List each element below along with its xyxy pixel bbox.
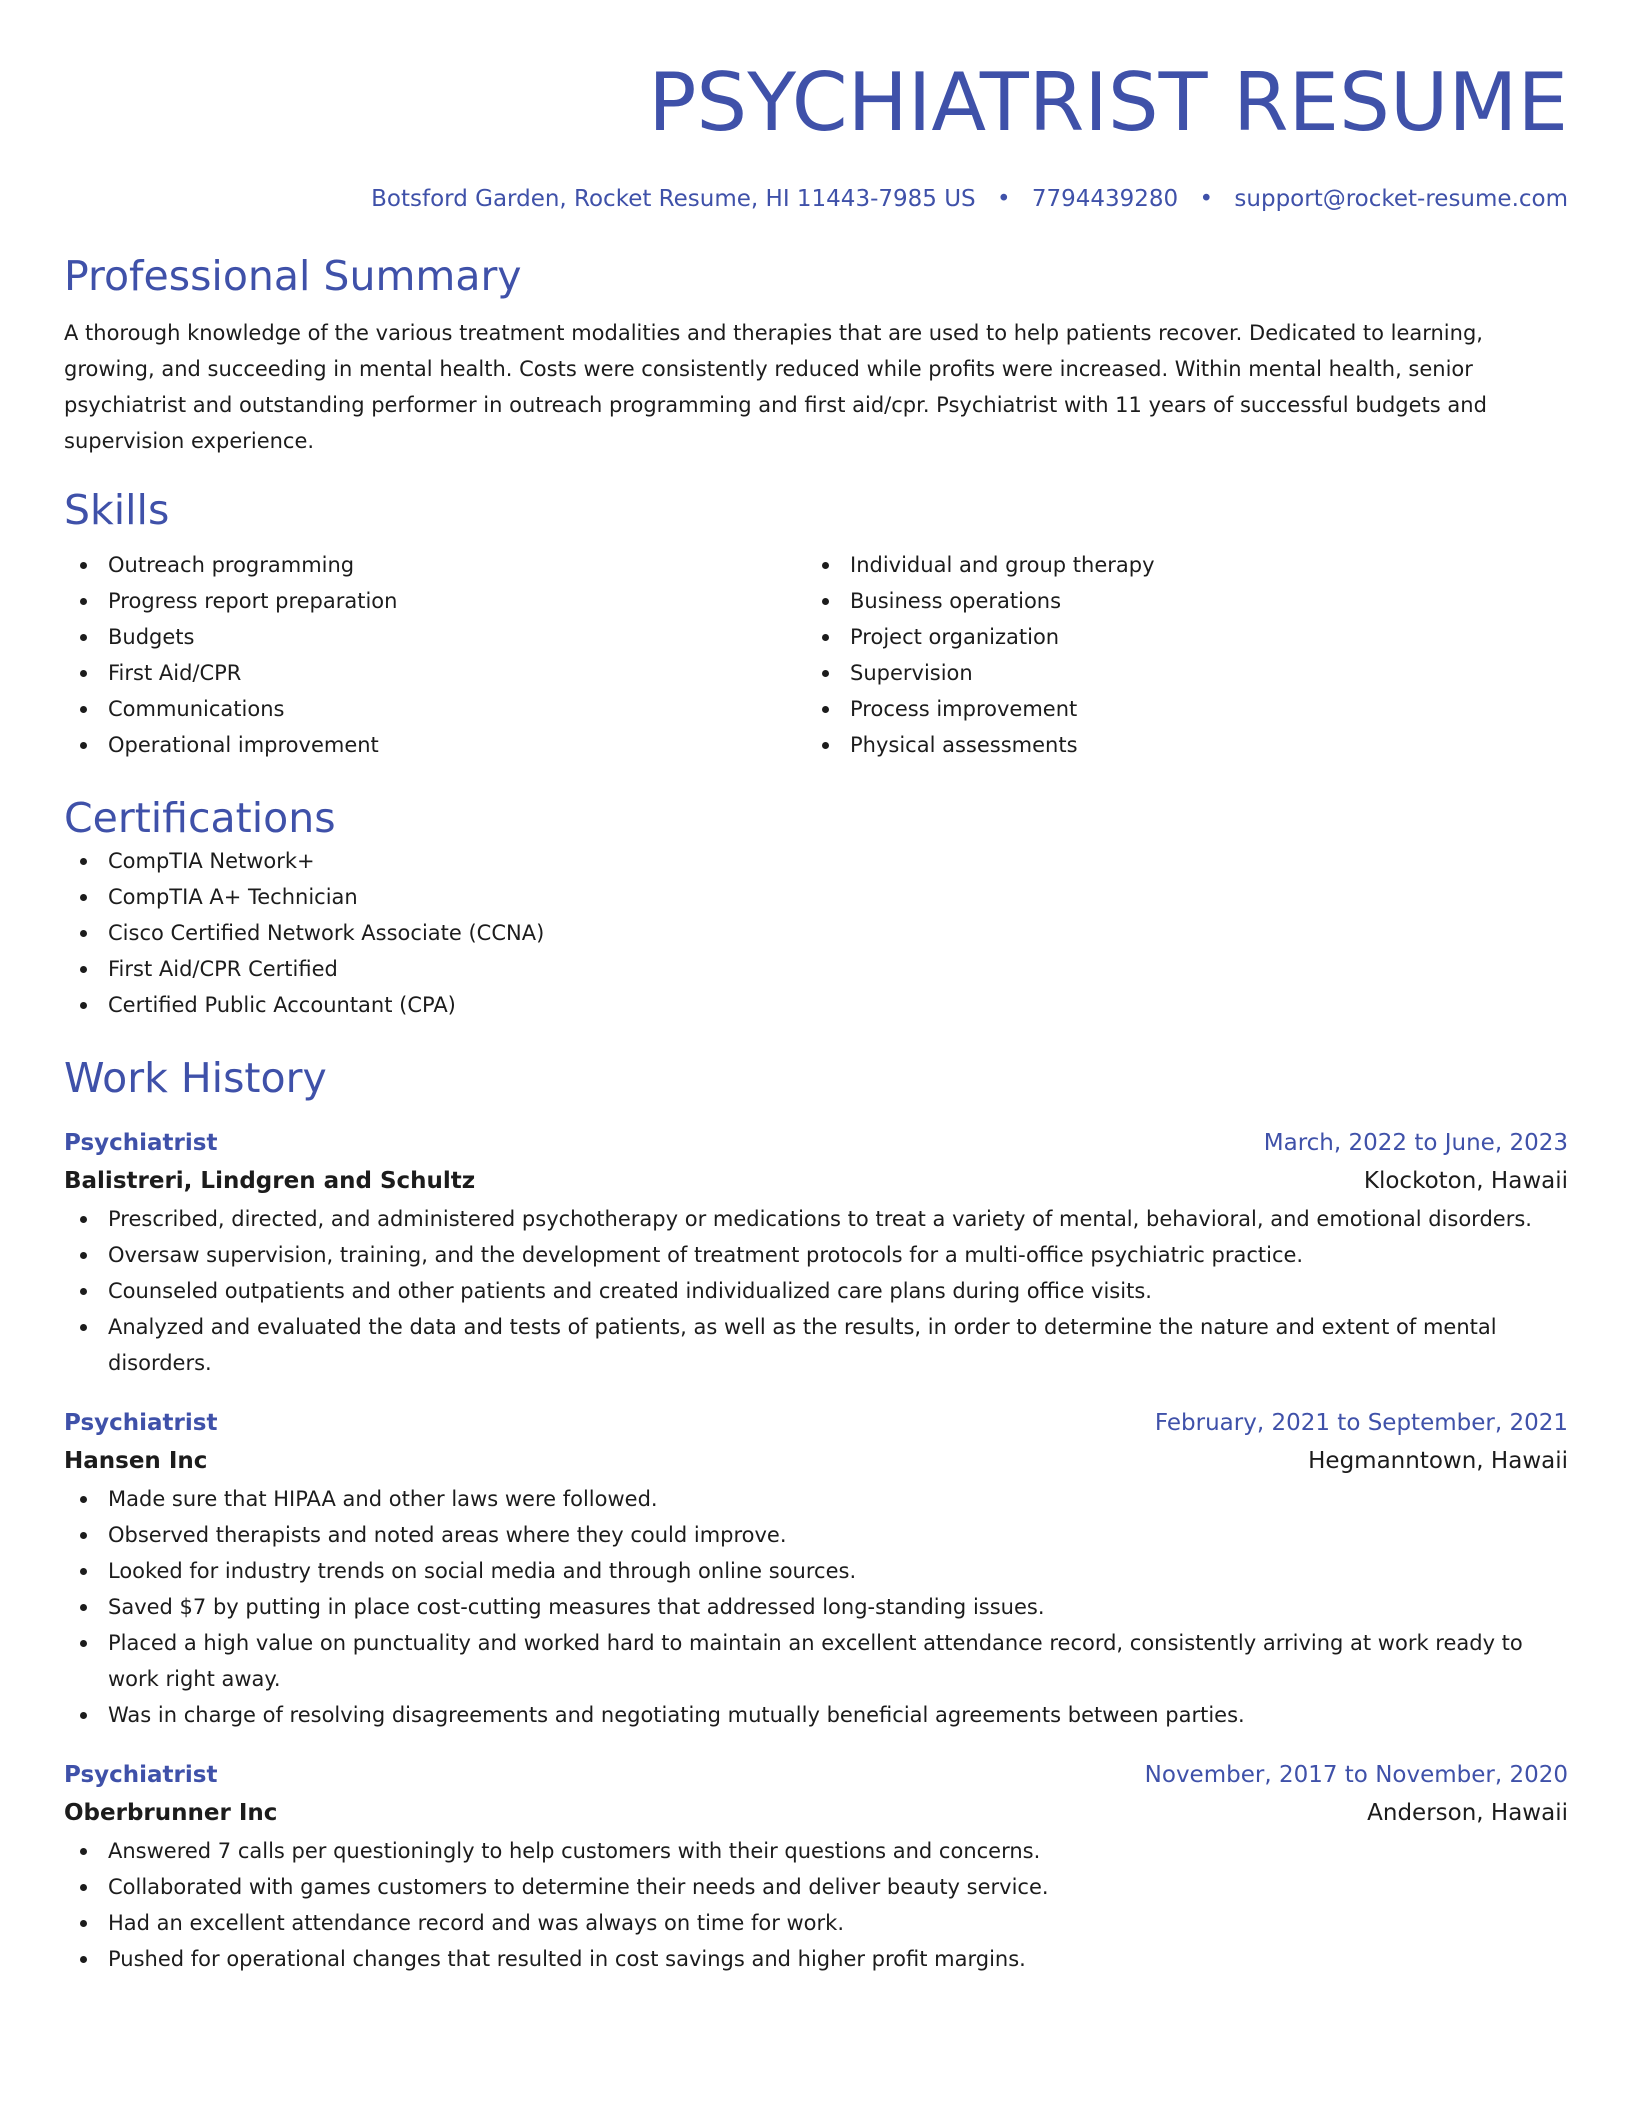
- list-item: [64, 987, 1568, 1023]
- work-history-list: [64, 1125, 1568, 1977]
- list-item-text: Answered 7 calls per questioningly to help customers with their questions and concerns.: [108, 1839, 1041, 1863]
- skills-list-right: [806, 547, 1548, 763]
- bullet-dot-icon: [80, 1288, 87, 1295]
- job-role: Psychiatrist: [64, 1410, 218, 1436]
- list-item: [64, 1589, 1568, 1625]
- list-item-text: Saved $7 by putting in place cost-cutting measures that addressed long-standing issues.: [108, 1595, 1045, 1619]
- list-item: [64, 1625, 1568, 1697]
- job-bullets: [64, 1201, 1568, 1381]
- list-item: [64, 1481, 1568, 1517]
- list-item: [64, 1869, 1568, 1905]
- list-item-text: Outreach programming: [108, 553, 355, 577]
- job-company-row: [64, 1793, 1568, 1833]
- skills-list-left: [64, 547, 806, 763]
- list-item-text: Analyzed and evaluated the data and tests of patients, as well as the results, in order to determine the nature and extent of mental disorders.: [108, 1315, 1497, 1375]
- list-item: [64, 915, 1568, 951]
- list-item-text: Made sure that HIPAA and other laws were followed.: [108, 1487, 658, 1511]
- list-item: [64, 1905, 1568, 1941]
- list-item-text: First Aid/CPR Certified: [108, 957, 338, 981]
- list-item-text: Observed therapists and noted areas where they could improve.: [108, 1523, 787, 1547]
- job-role: Psychiatrist: [64, 1762, 218, 1788]
- bullet-dot-icon: [80, 1252, 87, 1259]
- list-item-text: Had an excellent attendance record and was always on time for work.: [108, 1911, 845, 1935]
- contact-separator: •: [996, 186, 1011, 212]
- work-history-heading: Work History: [64, 1054, 327, 1102]
- bullet-dot-icon: [80, 1216, 87, 1223]
- list-item: [806, 727, 1548, 763]
- contact-phone: 7794439280: [1031, 186, 1179, 212]
- list-item-text: Certified Public Accountant (CPA): [108, 993, 456, 1017]
- bullet-dot-icon: [80, 1848, 87, 1855]
- list-item-text: Placed a high value on punctuality and worked hard to maintain an excellent attendance record, consistently arriving at work ready to work right away.: [108, 1631, 1523, 1691]
- list-item-text: Process improvement: [850, 697, 1078, 721]
- list-item: [806, 655, 1548, 691]
- bullet-dot-icon: [822, 634, 829, 641]
- contact-line: [64, 183, 1568, 215]
- bullet-dot-icon: [80, 1532, 87, 1539]
- bullet-dot-icon: [80, 1496, 87, 1503]
- bullet-dot-icon: [80, 706, 87, 713]
- job-company: Oberbrunner Inc: [64, 1800, 278, 1826]
- job-header-row: [64, 1757, 1568, 1793]
- bullet-dot-icon: [80, 598, 87, 605]
- job-dates: March, 2022 to June, 2023: [1263, 1130, 1568, 1156]
- job-company: Hansen Inc: [64, 1448, 208, 1474]
- contact-email: support@rocket-resume.com: [1234, 186, 1568, 212]
- bullet-dot-icon: [80, 894, 87, 901]
- job-company-row: [64, 1161, 1568, 1201]
- job-bullets: [64, 1833, 1568, 1977]
- list-item-text: Communications: [108, 697, 285, 721]
- bullet-dot-icon: [80, 1604, 87, 1611]
- bullet-dot-icon: [80, 1002, 87, 1009]
- list-item: [806, 583, 1548, 619]
- job-location: Klockoton, Hawaii: [1363, 1168, 1568, 1194]
- list-item-text: Budgets: [108, 625, 195, 649]
- list-item-text: Cisco Certified Network Associate (CCNA): [108, 921, 545, 945]
- list-item-text: Supervision: [850, 661, 973, 685]
- list-item-text: Looked for industry trends on social media and through online sources.: [108, 1559, 857, 1583]
- bullet-dot-icon: [822, 706, 829, 713]
- list-item: [64, 879, 1568, 915]
- bullet-dot-icon: [80, 670, 87, 677]
- list-item: [64, 1517, 1568, 1553]
- list-item-text: First Aid/CPR: [108, 661, 242, 685]
- job-location: Anderson, Hawaii: [1367, 1800, 1568, 1826]
- bullet-dot-icon: [822, 562, 829, 569]
- list-item: [806, 547, 1548, 583]
- bullet-dot-icon: [822, 742, 829, 749]
- job-dates: November, 2017 to November, 2020: [1144, 1762, 1568, 1788]
- list-item-text: Pushed for operational changes that resulted in cost savings and higher profit margins.: [108, 1947, 1026, 1971]
- bullet-dot-icon: [80, 1568, 87, 1575]
- list-item: [64, 843, 1568, 879]
- bullet-dot-icon: [80, 1640, 87, 1647]
- list-item-text: Oversaw supervision, training, and the development of treatment protocols for a multi-office psychiatric practice.: [108, 1243, 1304, 1267]
- list-item: [64, 1697, 1568, 1733]
- list-item: [64, 1237, 1568, 1273]
- bullet-dot-icon: [80, 858, 87, 865]
- list-item: [64, 547, 806, 583]
- list-item-text: Physical assessments: [850, 733, 1078, 757]
- summary-text: A thorough knowledge of the various treatment modalities and therapies that are used to help patients recover. Dedicated to learning, growing, and succeeding in mental health. Costs were consistently reduced while profits were increased. Within mental health, senior psychiatrist and outstanding performer in outreach programming and first aid/cpr. Psychiatrist with 11 years of successful budgets and supervision experience.: [64, 321, 1487, 453]
- contact-address: Botsford Garden, Rocket Resume, HI 11443-7985 US: [371, 186, 976, 212]
- list-item-text: Prescribed, directed, and administered psychotherapy or medications to treat a variety of mental, behavioral, and emotional disorders.: [108, 1207, 1532, 1231]
- list-item: [64, 1941, 1568, 1977]
- job-entry: [64, 1405, 1568, 1733]
- bullet-dot-icon: [80, 1956, 87, 1963]
- certifications-heading: Certifications: [64, 794, 336, 842]
- job-header-row: [64, 1405, 1568, 1441]
- bullet-dot-icon: [80, 1884, 87, 1891]
- list-item-text: CompTIA Network+: [108, 849, 315, 873]
- list-item: [806, 691, 1548, 727]
- skills-column-right: [806, 547, 1548, 763]
- bullet-dot-icon: [80, 742, 87, 749]
- list-item: [64, 691, 806, 727]
- list-item: [64, 1833, 1568, 1869]
- skills-column-left: [64, 547, 806, 763]
- job-dates: February, 2021 to September, 2021: [1154, 1410, 1568, 1436]
- bullet-dot-icon: [80, 1324, 87, 1331]
- list-item-text: Operational improvement: [108, 733, 379, 757]
- list-item: [64, 619, 806, 655]
- list-item-text: CompTIA A+ Technician: [108, 885, 358, 909]
- bullet-dot-icon: [80, 966, 87, 973]
- job-header-row: [64, 1125, 1568, 1161]
- list-item: [64, 1273, 1568, 1309]
- job-bullets: [64, 1481, 1568, 1733]
- list-item-text: Counseled outpatients and other patients and created individualized care plans during office visits.: [108, 1279, 1152, 1303]
- job-company-row: [64, 1441, 1568, 1481]
- bullet-dot-icon: [822, 598, 829, 605]
- bullet-dot-icon: [80, 1712, 87, 1719]
- bullet-dot-icon: [80, 1920, 87, 1927]
- list-item-text: Individual and group therapy: [850, 553, 1155, 577]
- list-item: [64, 655, 806, 691]
- list-item: [64, 1553, 1568, 1589]
- job-entry: [64, 1757, 1568, 1977]
- list-item-text: Collaborated with games customers to determine their needs and deliver beauty service.: [108, 1875, 1049, 1899]
- list-item: [806, 619, 1548, 655]
- job-role: Psychiatrist: [64, 1130, 218, 1156]
- skills-columns: [64, 547, 1568, 763]
- list-item: [64, 1309, 1568, 1381]
- list-item: [64, 583, 806, 619]
- list-item: [64, 951, 1568, 987]
- job-company: Balistreri, Lindgren and Schultz: [64, 1168, 476, 1194]
- list-item: [64, 1201, 1568, 1237]
- bullet-dot-icon: [822, 670, 829, 677]
- contact-separator: •: [1199, 186, 1214, 212]
- list-item: [64, 727, 806, 763]
- summary-heading: Professional Summary: [64, 252, 522, 300]
- list-item-text: Business operations: [850, 589, 1062, 613]
- bullet-dot-icon: [80, 634, 87, 641]
- skills-heading: Skills: [64, 486, 170, 534]
- bullet-dot-icon: [80, 930, 87, 937]
- job-location: Hegmanntown, Hawaii: [1308, 1448, 1568, 1474]
- list-item-text: Project organization: [850, 625, 1060, 649]
- list-item-text: Was in charge of resolving disagreements and negotiating mutually beneficial agreements between parties.: [108, 1703, 1245, 1727]
- resume-title: PSYCHIATRIST RESUME: [648, 56, 1568, 149]
- job-entry: [64, 1125, 1568, 1381]
- list-item-text: Progress report preparation: [108, 589, 398, 613]
- certifications-list: [64, 843, 1568, 1023]
- bullet-dot-icon: [80, 562, 87, 569]
